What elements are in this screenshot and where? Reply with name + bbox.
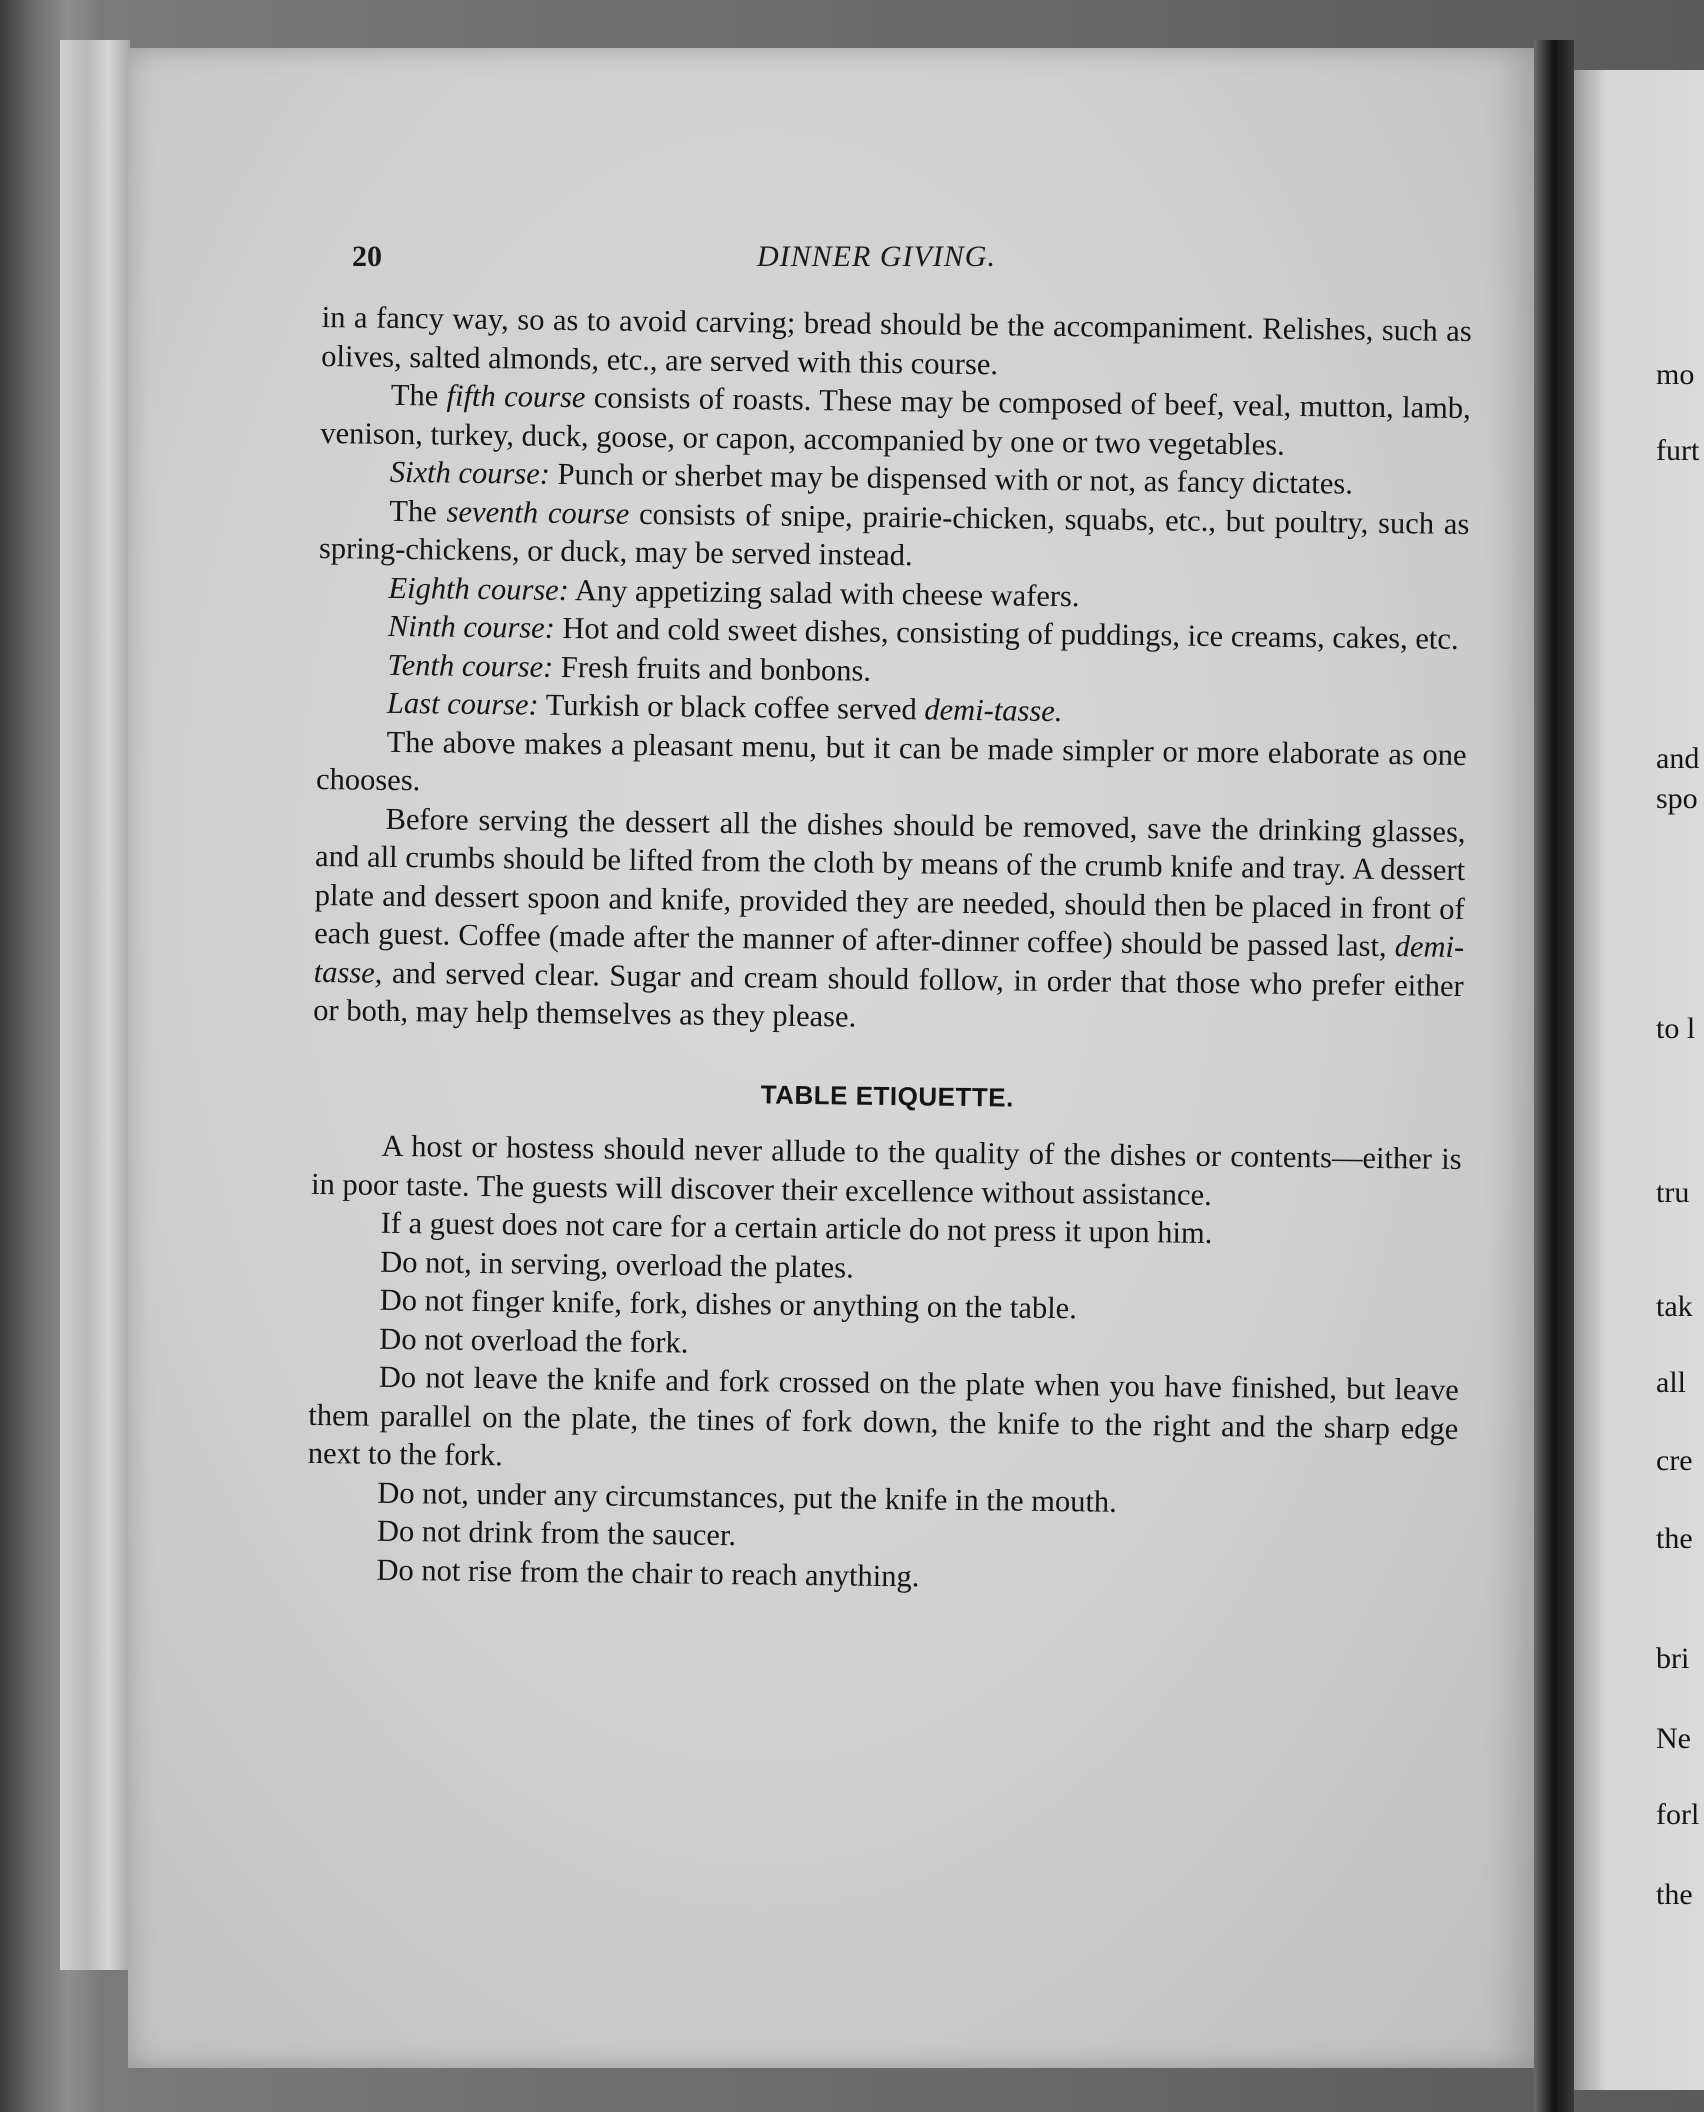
- paragraph: Do not drink from the saucer.: [376, 1513, 737, 1553]
- facing-page-fragment: and: [1656, 742, 1700, 775]
- facing-page-fragment: tru: [1656, 1176, 1690, 1209]
- paragraph: Before serving the dessert all the dishes should be removed, save the drinking glasses, and all crumbs should be lifted from the cloth by means of the crumb knife and tray. A dessert plate and dessert spoon and knife, provided they are needed, should then be placed in front of each guest. Coffee (made after the manner of after-dinner coffee) should be passed last, demi-tasse, and served clear. Sugar and cream should follow, in order that those who prefer either or both, may help themselves as they please.: [313, 801, 1466, 1034]
- paragraph: Do not, under any circumstances, put the knife in the mouth.: [377, 1475, 1118, 1519]
- paragraph: A host or hostess should never allude to the quality of the dishes or contents—either is in poor taste. The guests will discover their excellence without assistance.: [310, 1128, 1462, 1212]
- facing-page-fragment: mo: [1656, 358, 1695, 391]
- paragraph: The fifth course consists of roasts. These may be composed of beef, veal, mutton, lamb, venison, turkey, duck, goose, or capon, accompanied by one or two vegetables.: [320, 377, 1471, 462]
- facing-page-fragment: tak: [1656, 1290, 1693, 1323]
- paragraph: Eighth course: Any appetizing salad with cheese wafers.: [388, 570, 1080, 613]
- facing-page-fragment: furt: [1656, 434, 1700, 467]
- facing-page-fragment: Ne: [1656, 1722, 1691, 1755]
- paragraph: in a fancy way, so as to avoid carving; bread should be the accompaniment. Relishes, such as olives, salted almonds, etc., are served with this course.: [321, 299, 1472, 381]
- paragraph: Ninth course: Hot and cold sweet dishes, consisting of puddings, ice creams, cakes, etc.: [387, 608, 1459, 656]
- section-heading: TABLE ETIQUETTE.: [760, 1078, 1015, 1113]
- page-text: [306, 298, 1472, 1602]
- facing-page-fragment: spo: [1656, 782, 1698, 815]
- paragraph: The seventh course consists of snipe, prairie-chicken, squabs, etc., but poultry, such as spring-chickens, or duck, may be served instead.: [318, 493, 1470, 573]
- paragraph: Do not rise from the chair to reach anything.: [376, 1552, 920, 1593]
- paragraph: Sixth course: Punch or sherbet may be dispensed with or not, as fancy dictates.: [389, 454, 1354, 501]
- facing-page-fragment: the: [1656, 1878, 1693, 1911]
- paragraph: Tenth course: Fresh fruits and bonbons.: [387, 647, 872, 688]
- page-number: 20: [352, 240, 382, 273]
- running-title: DINNER GIVING.: [757, 240, 996, 273]
- facing-page-fragment: bri: [1656, 1642, 1690, 1675]
- book-binding-edge: [60, 40, 132, 1970]
- facing-page-fragment: cre: [1656, 1444, 1693, 1477]
- facing-page-fragment: forl: [1656, 1798, 1700, 1831]
- facing-page-fragment: the: [1656, 1522, 1693, 1555]
- book-gutter: [1534, 40, 1574, 2112]
- paragraph: Last course: Turkish or black coffee served demi-tasse.: [386, 685, 1063, 729]
- facing-page-fragment: to l: [1656, 1012, 1696, 1045]
- paragraph: Do not finger knife, fork, dishes or anything on the table.: [379, 1282, 1078, 1326]
- paragraph: The above makes a pleasant menu, but it can be made simpler or more elaborate as one chooses.: [315, 724, 1467, 798]
- paragraph: Do not, in serving, overload the plates.: [380, 1244, 854, 1285]
- paragraph: Do not overload the fork.: [379, 1321, 689, 1360]
- facing-page-fragment: all: [1656, 1366, 1686, 1399]
- running-header: [352, 240, 1482, 280]
- paragraph: Do not leave the knife and fork crossed on the plate when you have finished, but leave them parallel on the plate, the tines of fork down, the knife to the right and the sharp edge next to the fork.: [307, 1359, 1459, 1473]
- paragraph: If a guest does not care for a certain article do not press it upon him.: [380, 1205, 1213, 1250]
